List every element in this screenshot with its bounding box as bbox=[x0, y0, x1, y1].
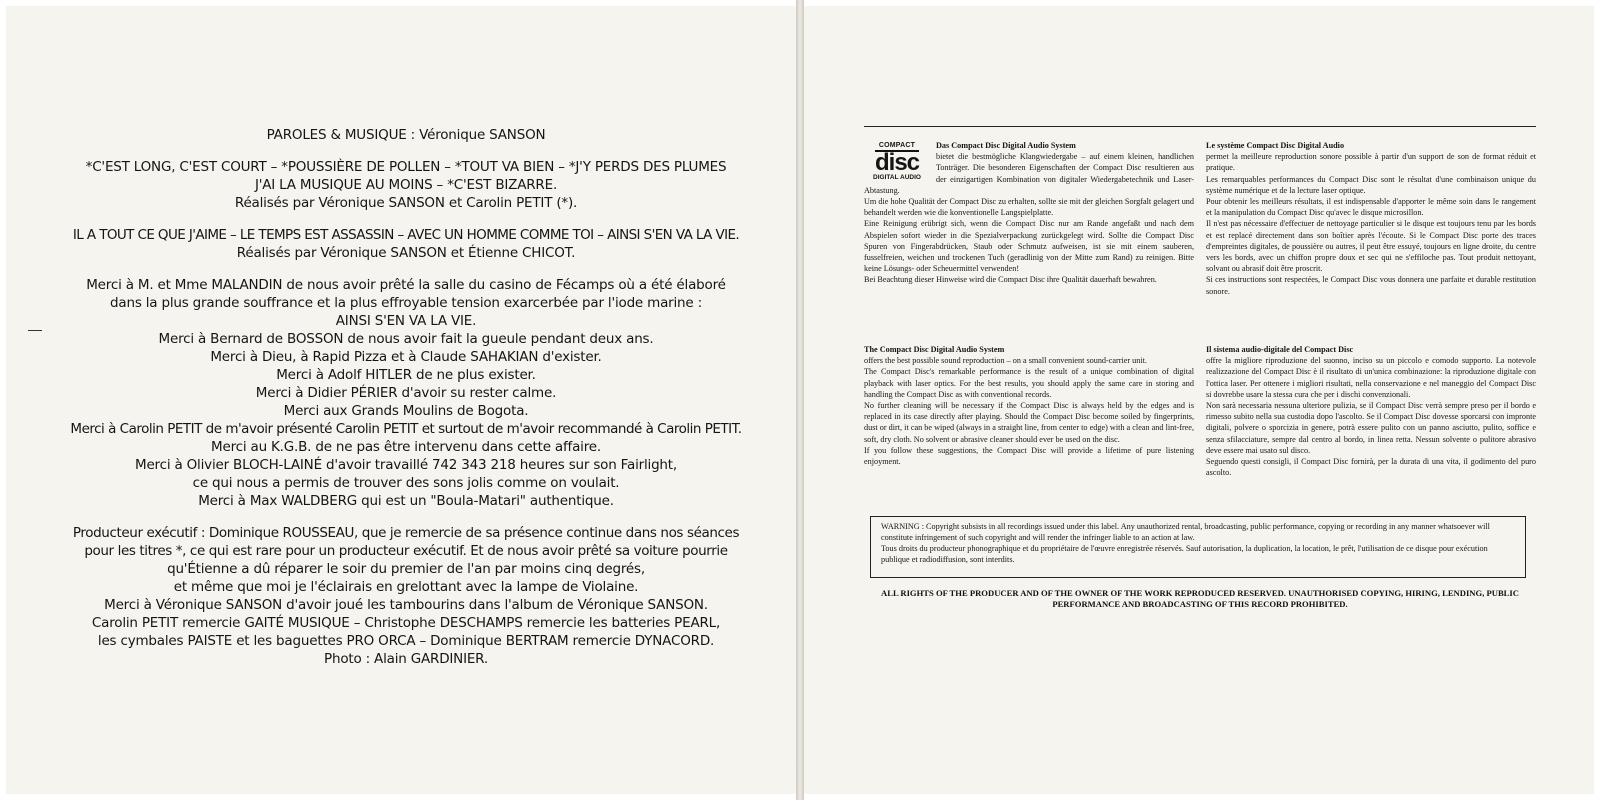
produced-by-line: Réalisés par Véronique SANSON et Carolin PETIT (*). bbox=[234, 195, 578, 211]
logo-disc-text: disc bbox=[874, 149, 920, 176]
thanks-line: Merci à Bernard de BOSSON de nous avoir fait la gueule pendant deux ans. bbox=[158, 331, 654, 347]
warning-english: WARNING : Copyright subsists in all recordings issued under this label. Any unauthorized rental, broadcasting, public performance, copying or recording in any manner whatsoever will constitute infringement of such copyright and will render the infringer liable to an action at law. bbox=[881, 522, 1490, 542]
english-paragraph: If you follow these suggestions, the Compact Disc will provide a lifetime of pure listening enjoyment. bbox=[864, 445, 1194, 467]
cd-info-italian bbox=[1206, 344, 1536, 478]
english-paragraph: offers the best possible sound reproduction – on a small convenient sound-carrier unit. bbox=[864, 356, 1147, 366]
songs-line: *C'EST LONG, C'EST COURT – *POUSSIÈRE DE POLLEN – *TOUT VA BIEN – *J'Y PERDS DES PLUMES bbox=[85, 159, 727, 175]
thanks-line: Merci à Didier PÉRIER d'avoir su rester calme. bbox=[255, 385, 557, 401]
english-heading: The Compact Disc Digital Audio System bbox=[864, 345, 1005, 354]
photo-credit: Photo : Alain GARDINIER. bbox=[324, 651, 488, 667]
italian-paragraph: offre la migliore riproduzione del suonno, inciso su un piccolo e comodo supporto. La notevole realizzazione del Compact Disc è il risultato di un'unica combinazione: la riproduzione digitale con l'ottica laser. Per ottenere i migliori risultati, nella conservazione e nel maneggio del Compact Disc si dovrebbe usare la stessa cura che per i dischi convenzionali. bbox=[1206, 356, 1536, 399]
producer-line: Carolin PETIT remercie GAITÉ MUSIQUE – Christophe DESCHAMPS remercie les batteries PEARL, bbox=[91, 615, 721, 631]
thanks-line: ce qui nous a permis de trouver des sons jolis comme on voulait. bbox=[192, 475, 620, 491]
french-paragraph: Les remarquables performances du Compact Disc sont le résultat d'une combinaison unique du système numérique et de la lecture laser optique. bbox=[1206, 174, 1536, 195]
french-paragraph: Si ces instructions sont respectées, le Compact Disc vous donnera une parfaite et durable restitution sonore. bbox=[1206, 275, 1536, 296]
left-page bbox=[6, 6, 796, 794]
thanks-line: Merci à Max WALDBERG qui est un "Boula-Matari" authentique. bbox=[198, 493, 614, 509]
credits-title: PAROLES & MUSIQUE : Véronique SANSON bbox=[266, 127, 546, 143]
cd-info-french bbox=[1206, 140, 1536, 297]
producer-line: et même que moi je l'éclairais en grelottant avec la lampe de Violaine. bbox=[173, 579, 639, 595]
german-heading: Das Compact Disc Digital Audio System bbox=[936, 141, 1076, 150]
english-paragraph: The Compact Disc's remarkable performance is the result of a unique combination of digital playback with laser optics. For the best results, you should apply the same care in storing and handling the Compact Disc as with conventional records. bbox=[864, 367, 1194, 399]
italian-heading: Il sistema audio-digitale del Compact Disc bbox=[1206, 345, 1354, 354]
french-paragraph: Il n'est pas nécessaire d'effectuer de nettoyage particulier si le disque est toujours tenu par les bords et est replacé directement dans son boîtier après l'écoute. Si le Compact Disc porte des traces d'empreintes digitales, de poussière ou autres, il peut être essuyé, toujours en ligne droite, du centre vers les bords, avec un chiffon propre doux et sec qui ne s'effiloche pas. Tout produit nettoyant, solvant ou abrasif doit être proscrit. bbox=[1206, 219, 1536, 274]
booklet-spine bbox=[796, 0, 804, 800]
thanks-line: Merci aux Grands Moulins de Bogota. bbox=[283, 403, 529, 419]
credits-block bbox=[36, 126, 776, 668]
producer-line: Producteur exécutif : Dominique ROUSSEAU, que je remercie de sa présence continue dans nos séances bbox=[72, 525, 740, 541]
compact-disc-logo bbox=[864, 142, 930, 182]
warning-french: Tous droits du producteur phonographique et du propriétaire de l'œuvre enregistrée réservés. Sauf autorisation, la duplication, la location, le prêt, l'utilisation de ce disque pour exécution publique et radiodiffusion, sont interdits. bbox=[881, 544, 1488, 564]
logo-digital-audio-text: DIGITAL AUDIO bbox=[873, 174, 921, 181]
thanks-line: dans la plus grande souffrance et la plus effroyable tension exarcerbée par l'iode marine : bbox=[110, 295, 702, 311]
songs-line: J'AI LA MUSIQUE AU MOINS – *C'EST BIZARRE. bbox=[254, 177, 558, 193]
produced-by-line: Réalisés par Véronique SANSON et Étienne CHICOT. bbox=[236, 245, 576, 261]
cd-info-german bbox=[864, 140, 1194, 286]
rights-reserved-notice: ALL RIGHTS OF THE PRODUCER AND OF THE OWNER OF THE WORK REPRODUCED RESERVED. UNAUTHORISED COPYING, HIRING, LENDING, PUBLIC PERFORMANCE AND BROADCASTING OF THIS RECORD PROHIBITED. bbox=[881, 588, 1519, 609]
thanks-line: Merci à Olivier BLOCH-LAINÉ d'avoir travaillé 742 343 218 heures sur son Fairlight, bbox=[135, 457, 677, 473]
german-paragraph: bietet die bestmögliche Klangwiedergabe – auf einem kleinen, handlichen Tonträger. Die besonderen Eigenschaften der Compact Disc resultieren aus der einzigartigen Kombination von digitaler Wiedergabetechnik und Laser-Abtastung. bbox=[864, 152, 1194, 195]
thanks-line: Merci à Carolin PETIT de m'avoir présenté Carolin PETIT et surtout de m'avoir recommandé à Carolin PETIT. bbox=[70, 421, 742, 437]
german-paragraph: Eine Reinigung erübrigt sich, wenn die Compact Disc nur am Rande angefaßt und nach dem Abspielen sofort wieder in die Spezialverpackung zurückgelegt wird. Sollte die Compact Disc Spuren von Fingerabdrücken, Staub oder Schmutz aufweisen, ist sie mit einem sauberen, fusselfreien, weichen und trockenen Tuch (geradlinig von der Mitte zum Rand) zu reinigen. Bitte keine Lösungs- oder Scheuermittel verwenden! bbox=[864, 219, 1194, 274]
french-paragraph: Pour obtenir les meilleurs résultats, il est indispensable d'apporter le même soin dans le rangement et la manipulation du Compact Disc qu'avec le disque microsillon. bbox=[1206, 197, 1536, 218]
french-heading: Le système Compact Disc Digital Audio bbox=[1206, 141, 1345, 150]
producer-line: les cymbales PAISTE et les baguettes PRO ORCA – Dominique BERTRAM remercie DYNACORD. bbox=[97, 633, 715, 649]
margin-mark bbox=[28, 330, 42, 331]
logo-compact-text: COMPACT bbox=[878, 142, 916, 149]
italian-paragraph: Non sarà necessaria nessuna ulteriore pulizia, se il Compact Disc verrà sempre preso per il bordo e rimesso subito nella sua custodia dopo l'ascolto. Se il Compact Disc dovesse sporcarsi con impronte digitali, polvere o sporcizia in genere, potrà essere pulito con un panno asciutto, pulito, soffice e senza sfilacciature, sempre dal centro al bordo, in linea retta. Nessun solvente o pulitore abrasivo deve essere mai usato sul disco. bbox=[1206, 401, 1536, 455]
english-paragraph: No further cleaning will be necessary if the Compact Disc is always held by the edges and is replaced in its case directly after playing. Should the Compact Disc become soiled by fingerprints, dust or dirt, it can be wiped (always in a straight line, from center to edge) with a clean and lint-free, soft, dry cloth. No solvent or abrasive cleaner should ever be used on the disc. bbox=[864, 401, 1194, 444]
thanks-line: Merci à Dieu, à Rapid Pizza et à Claude SAHAKIAN d'exister. bbox=[210, 349, 602, 365]
cd-info-english bbox=[864, 344, 1194, 467]
french-paragraph: permet la meilleure reproduction sonore possible à partir d'un support de son de format réduit et pratique. bbox=[1206, 152, 1536, 173]
german-paragraph: Bei Beachtung dieser Hinweise wird die Compact Disc ihre Qualität dauerhaft bewahren. bbox=[864, 275, 1157, 285]
thanks-line: Merci à Adolf HITLER de ne plus exister. bbox=[276, 367, 536, 383]
producer-line: pour les titres *, ce qui est rare pour un producteur exécutif. Et de nous avoir prêté sa voiture pourrie bbox=[84, 543, 728, 559]
copyright-warning-box bbox=[870, 516, 1526, 578]
thanks-line: AINSI S'EN VA LA VIE. bbox=[335, 313, 477, 329]
thanks-line: Merci à M. et Mme MALANDIN de nous avoir prêté la salle du casino de Fécamps où a été élaboré bbox=[86, 277, 726, 293]
producer-line: Merci à Véronique SANSON d'avoir joué les tambourins dans l'album de Véronique SANSON. bbox=[104, 597, 708, 613]
top-rule bbox=[864, 126, 1536, 127]
producer-line: qu'Étienne a dû réparer le soir du premier de l'an par moins cinq degrés, bbox=[167, 561, 645, 577]
italian-paragraph: Seguendo questi consigli, il Compact Disc fornirà, per la durata di una vita, il godimento del puro ascolto. bbox=[1206, 457, 1536, 478]
german-paragraph: Um die hohe Qualität der Compact Disc zu erhalten, sollte sie mit der gleichen Sorgfalt gelagert und behandelt werden wie die konventionelle Langspielplatte. bbox=[864, 197, 1194, 218]
thanks-line: Merci au K.G.B. de ne pas être intervenu dans cette affaire. bbox=[211, 439, 601, 455]
songs-line: IL A TOUT CE QUE J'AIME – LE TEMPS EST ASSASSIN – AVEC UN HOMME COMME TOI – AINSI S'EN VA LA VIE. bbox=[72, 227, 740, 243]
